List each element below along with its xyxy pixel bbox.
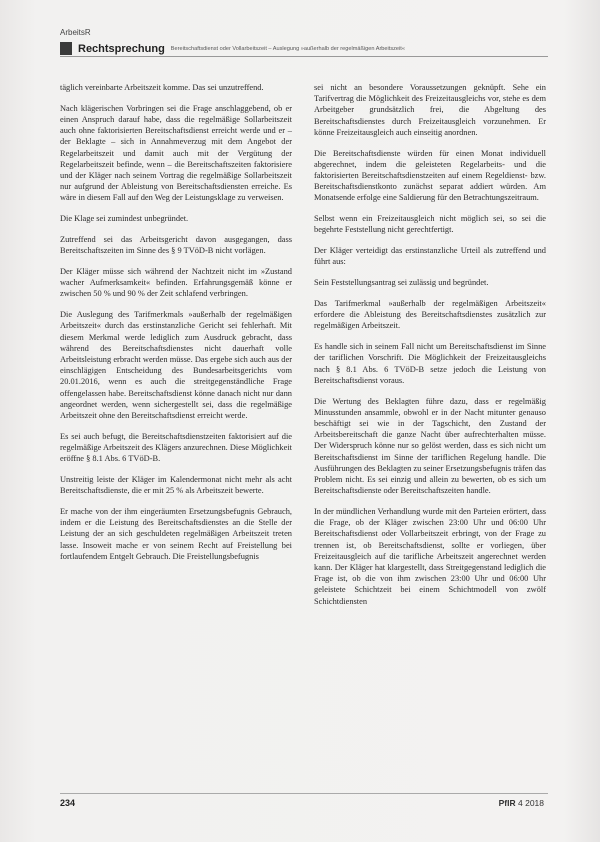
paragraph: sei nicht an besondere Voraussetzungen geknüpft. Sehe ein Tarifvertrag die Möglichkeit des Freizeitausgleichs vor, stehe es dem Arbeitgeber grundsätzlich frei, die Abgeltung des Bereitschaftsdienstes durch Freizeitausgleich vorzunehmen. Er könne Freizeitausgleich auch einseitig anordnen. [314,83,546,137]
running-head: ArbeitsR [60,28,91,37]
paragraph: Unstreitig leiste der Kläger im Kalendermonat nicht mehr als acht Bereitschaftsdienste, die er mit 25 % als Arbeitszeit bewerte. [60,475,292,496]
section-title: Rechtsprechung [78,42,165,55]
paragraph: Die Bereitschaftsdienste würden für einen Monat individuell abgerechnet, indem die geleisteten Regelarbeits- und die faktorisierten Bereitschaftsdienstzeiten auf einem Regeldienst- bzw. Bereitschaftsdienstkonto zunächst separat addiert würden. Am Monatsende erfolge eine Saldierung für den Betrachtungszeitraum. [314,148,546,203]
paragraph: Es handle sich in seinem Fall nicht um Bereitschaftsdienst im Sinne der tariflichen Vorschrift. Die Möglichkeit der Freizeitausgleichs nach § 8.1 Abs. 6 TVöD-B setze jedoch die Leistung von Bereitschaftsdienst voraus. [314,342,546,385]
paragraph: Der Kläger verteidigt das erstinstanzliche Urteil als zutreffend und führt aus: [314,246,546,267]
section-subtitle: Bereitschaftsdienst oder Vollarbeitszeit – Auslegung »außerhalb der regelmäßigen Arbeitszeit« [170,45,405,52]
paragraph: täglich vereinbarte Arbeitszeit komme. Das sei unzutreffend. [60,83,264,92]
page-number: 234 [60,798,76,808]
section-header [60,42,548,55]
journal-issue [499,798,544,808]
header-rule [60,56,548,57]
paragraph: Das Tarifmerkmal »außerhalb der regelmäßigen Arbeitszeit« erfordere die Ableistung des Bereitschaftsdienstes zusätzlich zur regelmäßigen Arbeitszeit. [314,299,546,331]
paragraph: In der mündlichen Verhandlung wurde mit den Parteien erörtert, dass die Frage, ob der Kläger zwischen 23:00 Uhr und 06:00 Uhr Bereitschaftsdienst oder Vollarbeitszeit erbringt, von der Frage zu trennen ist, ob Bereitschaftsdienst, sollte er vorliegen, über Freizeitausgleich auf die tarifliche Arbeitszeit angerechnet werden kann. Der Kläger hat klargestellt, dass Streitgegenstand lediglich die Frage ist, ob die von ihm zwischen 23:00 Uhr und 06:00 Uhr geleistete Schichtzeit bei einem Schichtmodell von zwölf Schichtdiensten [314,507,546,606]
paragraph: Er mache von der ihm eingeräumten Ersetzungsbefugnis Gebrauch, indem er die Leistung des Bereitschaftsdienstes an die Stelle der Leistung der an sich geschuldeten regelmäßigen Arbeitszeit treten lasse. Insoweit mache er von seinem Recht auf Freistellung bei fortlaufendem Entgelt Gebrauch. Die Freistellungsbefugnis [60,507,292,561]
paragraph: Die Wertung des Beklagten führe dazu, dass er regelmäßig Minusstunden ansammle, obwohl er in der Nacht mitunter genauso beschäftigt sei wie in der Tagschicht, den Zustand der Arbeitsbereitschaft die ganze Nacht über aufrechterhalten müsse. Der Widerspruch könne nur so gelöst werden, dass es sich nicht um Bereitschaftsdienst im Sinne der tariflichen Regelung handle. Die Ausführungen des Beklagten zu seiner Ersetzungsbefugnis träfen das Problem nicht. Es sei einzig und allein zu bewerten, ob es sich um Bereitschaftsdienste oder Bereitschaftszeiten handle. [314,396,546,496]
footer-rule [60,793,548,794]
section-marker-icon [60,42,72,55]
paragraph: Sein Feststellungsantrag sei zulässig und begründet. [314,278,489,288]
paragraph: Selbst wenn ein Freizeitausgleich nicht möglich sei, so sei die begehrte Feststellung nicht gerechtfertigt. [314,214,546,235]
issue-number: 4 2018 [518,798,544,808]
paragraph: Die Auslegung des Tarifmerkmals »außerhalb der regelmäßigen Arbeitszeit« durch das erstinstanzliche Gericht sei fehlerhaft. Mit diesem Merkmal werde lediglich zum Ausdruck gebracht, dass während des Bereitschaftsdienstes nicht dauerhaft volle Arbeitsleistung erbracht werden müsse. Das ergebe sich auch aus der einschlägigen Entscheidung des Bundesarbeitsgerichts vom 20.01.2016, wenn es auch die streitgegenständliche Frage offengelassen habe. Bereitschaftsdienst könne danach nicht nur dann angeordnet werden, wenn sichergestellt sei, dass die regelmäßige Arbeitszeit ohne den Bereitschaftsdienst erreicht werde. [60,310,292,421]
paragraph: Nach klägerischen Vorbringen sei die Frage anschlaggebend, ob er einen Anspruch darauf habe, dass die regelmäßige Sollarbeitszeit auch ohne faktorisierten Bereitschaftsdienst erreicht werde und er – der Beklagte – sich in Annahmeverzug mit dem Angebot der Regelarbeitszeit und damit auch mit der Vergütung der Regelarbeitszeit befinde, wenn – die Bereitschaftszeiten faktorisiere und der Kläger nach seinem Vortrag die regelmäßige Sollarbeitszeit nur aufgrund der Ableistung von Bereitschaftsdiensten erreiche. Es wäre in diesem Fall auf den Weg der Leistungsklage zu verweisen. [60,103,292,203]
paragraph: Zutreffend sei das Arbeitsgericht davon ausgegangen, dass Bereitschaftszeiten im Sinne des § 9 TVöD-B nicht vorlägen. [60,235,292,256]
paragraph: Der Kläger müsse sich während der Nachtzeit nicht im »Zustand wacher Aufmerksamkeit« befinden. Erfahrungsgemäß könne er zwischen 50 % und 90 % der Zeit schlafend verbringen. [60,267,292,299]
journal-name: PfIR [498,798,516,808]
paragraph: Die Klage sei zumindest unbegründet. [60,214,189,224]
right-column [314,82,546,616]
left-column [60,82,292,572]
paragraph: Es sei auch befugt, die Bereitschaftsdienstzeiten faktorisiert auf die regelmäßige Arbeitszeit des Klägers anzurechnen. Diese Möglichkeit eröffne § 8.1 Abs. 6 TVöD-B. [60,431,292,464]
